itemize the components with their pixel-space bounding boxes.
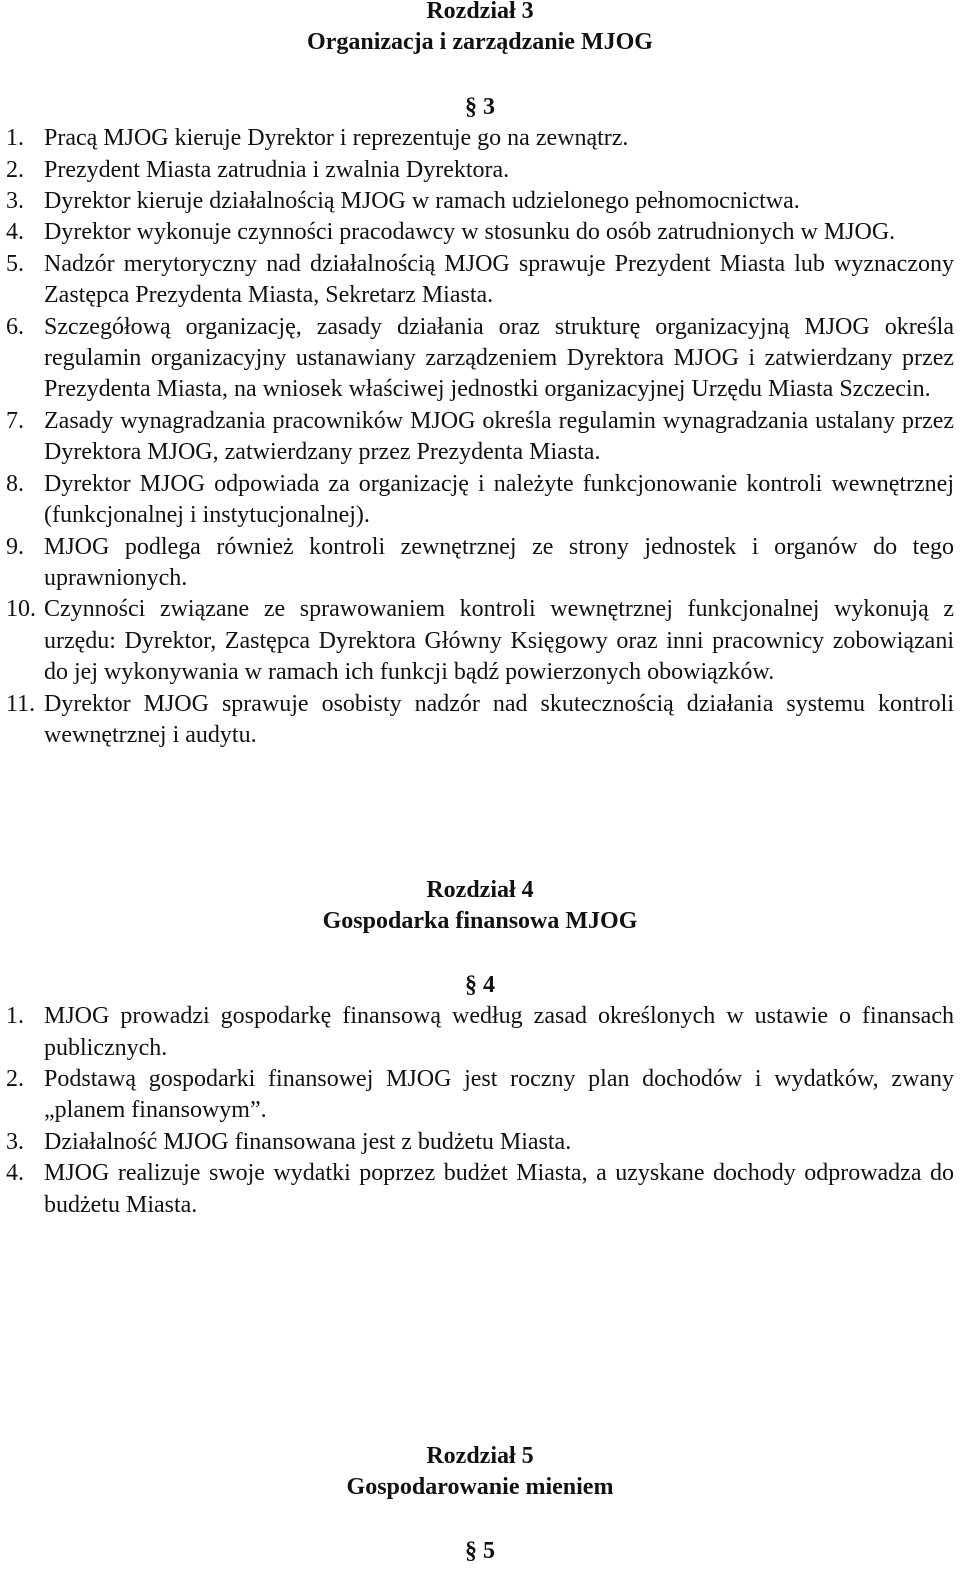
item-text: Nadzór merytoryczny nad działalnością MJOG sprawuje Prezydent Miasta lub wyznaczony Zastępca Prezydenta Miasta, Sekretarz Miasta. <box>44 250 954 309</box>
item-number: 11. <box>6 690 36 717</box>
item-text: Dyrektor wykonuje czynności pracodawcy w stosunku do osób zatrudnionych w MJOG. <box>44 219 896 246</box>
item-text: MJOG prowadzi gospodarkę finansową według zasad określonych w ustawie o finansach publicznych. <box>44 1003 954 1061</box>
item-text: MJOG realizuje swoje wydatki poprzez budżet Miasta, a uzyskane dochody odprowadza do budżetu Miasta. <box>44 1160 954 1218</box>
list-item <box>6 155 954 186</box>
list-item <box>6 217 954 248</box>
item-number: 1. <box>6 1003 24 1030</box>
item-number: 4. <box>6 219 24 246</box>
item-text: MJOG podlega również kontroli zewnętrznej ze strony jednostek i organów do tego uprawnionych. <box>44 533 954 591</box>
list-item <box>6 689 954 752</box>
list-item <box>6 1158 954 1221</box>
paragraph-3-mark: § 3 <box>465 93 495 120</box>
item-number: 4. <box>6 1160 24 1187</box>
item-number: 3. <box>6 188 24 215</box>
item-text: Podstawą gospodarki finansowej MJOG jest roczny plan dochodów i wydatków, zwany „planem finansowym”. <box>44 1066 954 1124</box>
item-text: Czynności związane ze sprawowaniem kontroli wewnętrznej funkcjonalnej wykonują z urzędu: Dyrektor, Zastępca Dyrektora Główny Księgowy oraz inni pracownicy zobowiązani do jej wykonywania w ramach ich funkcji bądź powierzonych obowiązków. <box>44 596 954 686</box>
list-item <box>6 406 954 469</box>
item-number: 6. <box>6 313 24 340</box>
item-text: Zasady wynagradzania pracowników MJOG określa regulamin wynagradzania ustalany przez Dyrektora MJOG, zatwierdzany przez Prezydenta Miasta. <box>44 407 954 466</box>
item-number: 3. <box>6 1128 24 1155</box>
list-item <box>6 186 954 217</box>
chapter-5-title: Rozdział 5 <box>426 1443 534 1469</box>
list-item <box>6 532 954 595</box>
item-number: 2. <box>6 1066 24 1093</box>
list-item <box>6 594 954 688</box>
chapter-5 <box>6 1441 954 1567</box>
item-text: Działalność MJOG finansowana jest z budżetu Miasta. <box>44 1128 572 1155</box>
paragraph-4-mark: § 4 <box>465 971 495 998</box>
list-item <box>6 469 954 532</box>
list-item <box>6 1064 954 1127</box>
chapter-4 <box>6 875 954 1221</box>
chapter-3-list <box>6 123 954 751</box>
chapter-5-subtitle: Gospodarowanie mieniem <box>346 1474 614 1501</box>
item-text: Pracą MJOG kieruje Dyrektor i reprezentuje go na zewnątrz. <box>44 125 629 152</box>
chapter-3 <box>6 0 954 751</box>
list-item <box>6 1001 954 1064</box>
chapter-3-title: Rozdział 3 <box>426 0 534 24</box>
paragraph-5-mark: § 5 <box>465 1537 495 1564</box>
item-text: Szczegółową organizację, zasady działania oraz strukturę organizacyjną MJOG określa regulamin organizacyjny ustanawiany zarządzeniem Dyrektora MJOG i zatwierdzany przez Prezydenta Miasta, na wniosek właściwej jednostki organizacyjnej Urzędu Miasta Szczecin. <box>44 313 954 403</box>
item-number: 7. <box>6 407 24 434</box>
item-number: 5. <box>6 250 24 277</box>
item-number: 1. <box>6 125 24 152</box>
item-text: Prezydent Miasta zatrudnia i zwalnia Dyrektora. <box>44 156 510 183</box>
item-text: Dyrektor MJOG sprawuje osobisty nadzór nad skutecznością działania systemu kontroli wewnętrznej i audytu. <box>44 690 954 748</box>
item-number: 8. <box>6 470 24 497</box>
chapter-3-subtitle: Organizacja i zarządzanie MJOG <box>307 29 653 56</box>
item-text: Dyrektor kieruje działalnością MJOG w ramach udzielonego pełnomocnictwa. <box>44 188 800 215</box>
item-number: 10. <box>6 596 36 623</box>
list-item <box>6 249 954 312</box>
item-number: 9. <box>6 533 24 560</box>
list-item <box>6 312 954 406</box>
item-text: Dyrektor MJOG odpowiada za organizację i należyte funkcjonowanie kontroli wewnętrznej (funkcjonalnej i instytucjonalnej). <box>44 470 954 529</box>
list-item <box>6 1127 954 1158</box>
item-number: 2. <box>6 156 24 183</box>
chapter-4-list <box>6 1001 954 1221</box>
chapter-4-title: Rozdział 4 <box>426 877 534 903</box>
chapter-4-subtitle: Gospodarka finansowa MJOG <box>322 908 638 935</box>
list-item <box>6 123 954 154</box>
